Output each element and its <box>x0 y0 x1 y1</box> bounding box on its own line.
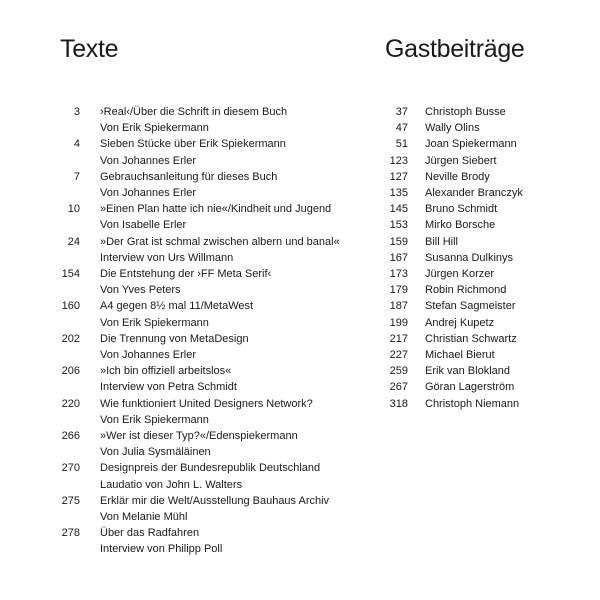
guest-entry <box>375 282 575 298</box>
guest-name: Christian Schwartz <box>425 332 517 345</box>
entry-author: Von Melanie Mühl <box>100 511 188 524</box>
guest-name: Göran Lagerström <box>425 381 515 394</box>
guest-name: Andrej Kupetz <box>425 316 495 329</box>
toc-entry <box>40 169 370 201</box>
guest-name: Stefan Sagmeister <box>425 300 516 313</box>
toc-entry <box>40 331 370 363</box>
guest-entry <box>375 298 575 314</box>
guest-entry <box>375 379 575 395</box>
page-number: 127 <box>389 170 408 183</box>
page-number: 199 <box>389 316 408 329</box>
guest-entry <box>375 396 575 412</box>
guest-entry <box>375 266 575 282</box>
page-number: 270 <box>61 462 80 475</box>
toc-entry <box>40 460 370 492</box>
page-number: 37 <box>395 106 408 118</box>
guest-name: Mirko Borsche <box>425 219 496 232</box>
entry-author: Interview von Philipp Poll <box>100 543 223 556</box>
page-number: 4 <box>73 138 80 151</box>
toc-entry <box>40 396 370 428</box>
guest-entry <box>375 104 575 120</box>
guest-name: Susanna Dulkinys <box>425 251 514 264</box>
page-number: 179 <box>389 284 408 297</box>
guest-entry <box>375 347 575 363</box>
entry-title: Erklär mir die Welt/Ausstellung Bauhaus Archiv <box>100 494 330 507</box>
entry-author: Interview von Urs Willmann <box>100 251 234 264</box>
page-number: 259 <box>389 365 408 378</box>
entry-author: Von Isabelle Erler <box>100 219 187 232</box>
page-number: 145 <box>389 203 408 216</box>
page-number: 24 <box>67 235 80 248</box>
guest-entry <box>375 169 575 185</box>
guest-entry <box>375 201 575 217</box>
page-number: 278 <box>61 527 80 540</box>
guest-name: Christoph Niemann <box>425 397 520 410</box>
page-number: 217 <box>389 332 408 345</box>
entry-title: Gebrauchsanleitung für dieses Buch <box>100 170 278 183</box>
guest-entry <box>375 185 575 201</box>
guest-name: Alexander Branczyk <box>425 187 523 200</box>
gastbeitraege-list <box>375 104 575 412</box>
page-number: 47 <box>395 122 408 135</box>
entry-title: ›Real‹/Über die Schrift in diesem Buch <box>100 106 288 118</box>
section-heading-texte: Texte <box>60 35 119 63</box>
page-number: 3 <box>73 106 80 118</box>
guest-name: Michael Bierut <box>425 349 495 362</box>
entry-title: »Einen Plan hatte ich nie«/Kindheit und Jugend <box>100 203 332 216</box>
toc-entry <box>40 104 370 136</box>
page-number: 206 <box>61 365 80 378</box>
entry-author: Von Erik Spiekermann <box>100 316 209 329</box>
page-number: 275 <box>61 494 80 507</box>
guest-name: Wally Olins <box>425 122 480 135</box>
entry-title: »Der Grat ist schmal zwischen albern und banal« <box>100 235 340 248</box>
guest-entry <box>375 363 575 379</box>
toc-entry <box>40 234 370 266</box>
entry-title: Die Entstehung der ›FF Meta Serif‹ <box>100 268 272 281</box>
page-number: 187 <box>389 300 408 313</box>
page-number: 159 <box>389 235 408 248</box>
toc-entry <box>40 525 370 557</box>
page-number: 173 <box>389 268 408 281</box>
toc-entry <box>40 201 370 233</box>
guest-entry <box>375 120 575 136</box>
entry-title: A4 gegen 8½ mal 11/MetaWest <box>100 300 254 313</box>
entry-author: Laudatio von John L. Walters <box>100 478 243 491</box>
page-number: 51 <box>395 138 408 151</box>
entry-author: Von Yves Peters <box>100 284 181 297</box>
guest-name: Bill Hill <box>425 235 458 248</box>
entry-title: Sieben Stücke über Erik Spiekermann <box>100 138 286 151</box>
page-number: 135 <box>389 187 408 200</box>
texte-list <box>40 104 370 558</box>
toc-entry <box>40 298 370 330</box>
guest-name: Bruno Schmidt <box>425 203 498 216</box>
entry-title: Designpreis der Bundesrepublik Deutschland <box>100 462 321 475</box>
entry-title: »Ich bin offiziell arbeitslos« <box>100 365 232 378</box>
guest-entry <box>375 217 575 233</box>
entry-author: Von Johannes Erler <box>100 187 197 200</box>
page-number: 220 <box>61 397 80 410</box>
entry-author: Interview von Petra Schmidt <box>100 381 237 394</box>
page-number: 266 <box>61 430 80 443</box>
toc-entry <box>40 363 370 395</box>
entry-author: Von Erik Spiekermann <box>100 413 209 426</box>
toc-entry <box>40 428 370 460</box>
toc-entry <box>40 136 370 168</box>
guest-entry <box>375 136 575 152</box>
guest-name: Erik van Blokland <box>425 365 510 378</box>
entry-title: Die Trennung von MetaDesign <box>100 332 249 345</box>
toc-entry <box>40 493 370 525</box>
guest-name: Christoph Busse <box>425 106 506 118</box>
guest-entry <box>375 234 575 250</box>
page-number: 227 <box>389 349 408 362</box>
entry-author: Von Julia Sysmäläinen <box>100 446 211 459</box>
guest-name: Joan Spiekermann <box>425 138 517 151</box>
page-number: 267 <box>389 381 408 394</box>
guest-entry <box>375 153 575 169</box>
page-number: 318 <box>389 397 408 410</box>
section-heading-gastbeitraege: Gastbeiträge <box>385 35 525 63</box>
guest-name: Jürgen Siebert <box>425 154 497 167</box>
page-number: 160 <box>61 300 80 313</box>
guest-entry <box>375 315 575 331</box>
guest-name: Neville Brody <box>425 170 490 183</box>
page-number: 123 <box>389 154 408 167</box>
page-number: 7 <box>73 170 80 183</box>
page-number: 153 <box>389 219 408 232</box>
guest-entry <box>375 250 575 266</box>
entry-author: Von Johannes Erler <box>100 154 197 167</box>
guest-name: Robin Richmond <box>425 284 507 297</box>
page-number: 167 <box>389 251 408 264</box>
guest-entry <box>375 331 575 347</box>
entry-title: Wie funktioniert United Designers Network? <box>100 397 313 410</box>
entry-author: Von Erik Spiekermann <box>100 122 209 135</box>
page-number: 10 <box>67 203 80 216</box>
entry-author: Von Johannes Erler <box>100 349 197 362</box>
page-number: 154 <box>61 268 80 281</box>
entry-title: »Wer ist dieser Typ?«/Edenspiekermann <box>100 430 298 443</box>
entry-title: Über das Radfahren <box>100 527 200 540</box>
page-number: 202 <box>61 332 80 345</box>
guest-name: Jürgen Korzer <box>425 268 495 281</box>
toc-entry <box>40 266 370 298</box>
